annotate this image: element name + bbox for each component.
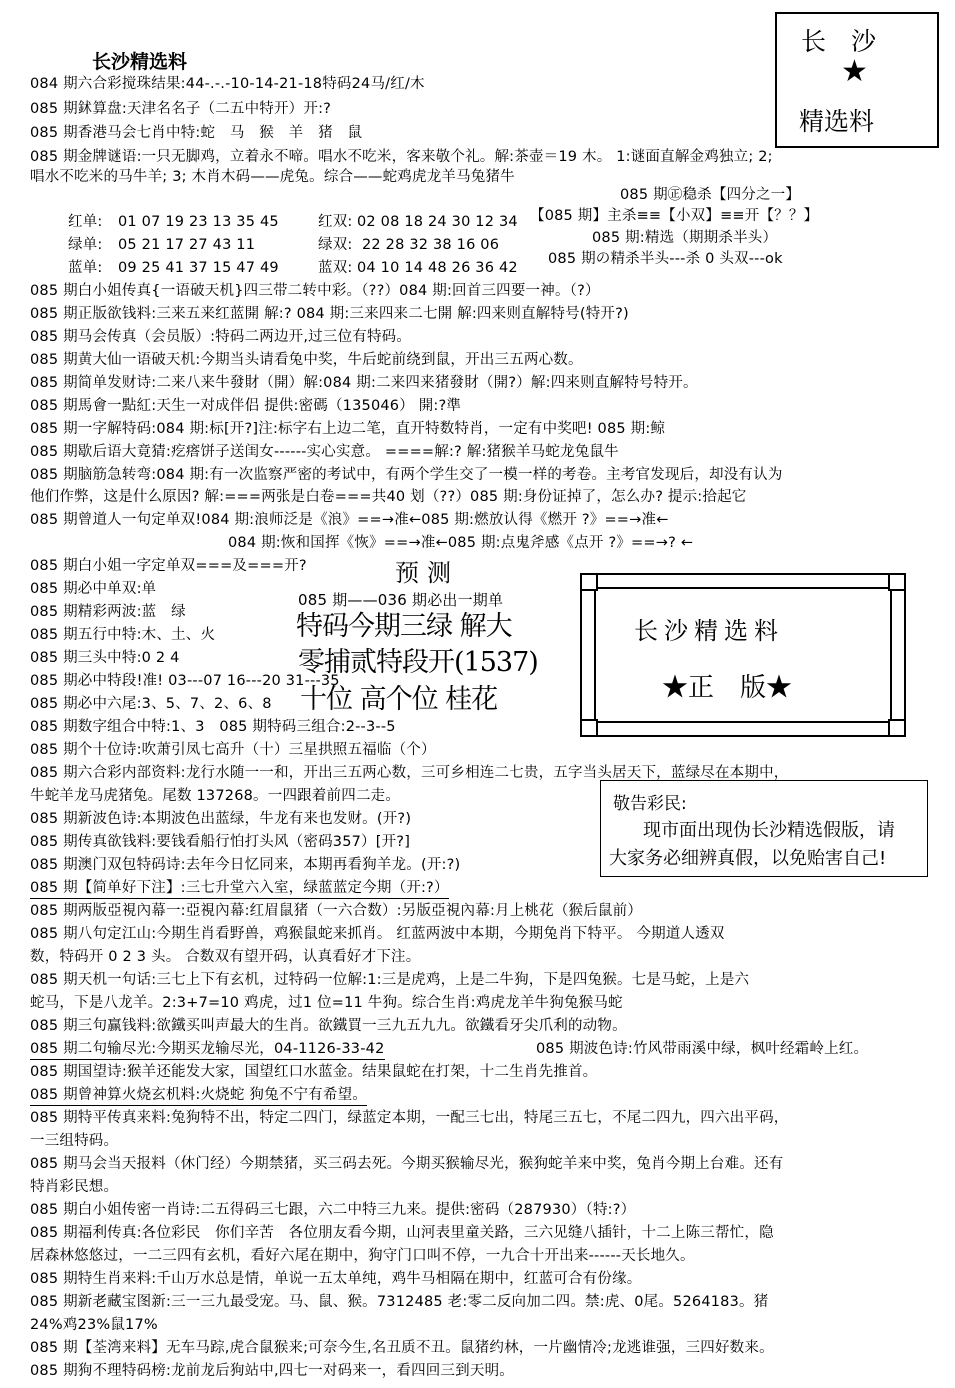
text-line: 085 期六合彩内部资料:龙行水随一一和，开出三五两心数，三可乡相连二七贵，五字当头居天下，蓝绿尽在本期中， <box>30 765 789 781</box>
text-line: 085 期金牌谜语:一只无脚鸡，立着永不啼。唱水不吃米，客来敬个礼。解:茶壶＝19 木。 1:谜面直解金鸡独立; 2; <box>30 149 773 165</box>
prediction-heading: 预测 <box>395 559 459 587</box>
text-line: 085 期脑筋急转弯:084 期:有一次监察严密的考试中，有两个学生交了一模一样的考卷。主考官发现后，却没有认为 <box>30 467 783 483</box>
text-line: 085 期特平传真来料:兔狗特不出，特定二四门，绿蓝定本期，一配三七出，特尾三五七，不尾二四九，四六出平码， <box>30 1110 789 1126</box>
text-line: 085 期二句输尽光:今期买龙输尽光，04-1126-33-42 <box>30 1040 385 1060</box>
notice-body-2: 大家务必细辨真假，以免贻害自己! <box>609 848 887 869</box>
text-line: 24%鸡23%鼠17% <box>30 1317 158 1333</box>
text-line: 084 期六合彩搅珠结果:44-.-.-10-14-21-18特码24马/红/木 <box>30 76 425 92</box>
text-line: 085 期简单发财诗:二来八来牛發財（開）解:084 期:二来四来猪發財（開?）解:四来则直解特号特开。 <box>30 375 698 391</box>
color-nums: 05 21 17 27 43 11 <box>118 237 256 253</box>
right-line: 085 期:精选（期期杀半头） <box>592 230 778 246</box>
text-line: 085 期福利传真:各位彩民 你们辛苦 各位朋友看今期，山河表里童关路，三六见缝八插针，十二上陈三帮忙，隐 <box>30 1225 774 1241</box>
notice-box <box>600 780 928 877</box>
brand-box-genuine: ★正 版★ <box>662 673 793 703</box>
color-nums: 04 10 14 48 26 36 42 <box>357 260 518 276</box>
text-line: 085 期白小姐传密一肖诗:二五得码三七跟，六二中特三九来。提供:密码（287930）（特:?） <box>30 1202 636 1218</box>
text-line: 085 期特生肖来料:千山万水总是情，单说一五太单纯，鸡牛马相隔在期中，红蓝可合有份缘。 <box>30 1271 642 1287</box>
text-line: 085 期五行中特:木、土、火 <box>30 627 216 643</box>
text-line: 085 期曾神算火烧玄机料:火烧蛇 狗兔不宁有希望。 <box>30 1086 367 1106</box>
notice-body-1: 现市面出现伪长沙精选假版，请 <box>643 820 895 841</box>
text-line: 085 期八句定江山:今期生肖看野兽，鸡猴鼠蛇来抓肖。 红蓝两波中本期，今期兔肖下特平。 今期道人透双 <box>30 926 725 942</box>
text-line: 一三组特码。 <box>30 1133 119 1149</box>
text-line: 085 期马会传真（会员版）:特码二两边开,过三位有特码。 <box>30 329 412 345</box>
text-line: 085 期天机一句话:三七上下有玄机，过特码一位解:1:三是虎鸡，上是二牛狗，下是四兔猴。七是马蛇，上是六 <box>30 972 750 988</box>
text-line: 085 期馬會一點紅:天生一对成伴侣 提供:密碼（135046） 開:?準 <box>30 398 462 414</box>
page-title: 长沙精选料 <box>92 51 188 73</box>
text-line: 085 期新老藏宝图新:三一三九最受宠。马、鼠、猴。7312485 老:零二反向加二四。禁:虎、0尾。5264183。猪 <box>30 1294 769 1310</box>
color-label: 蓝单: <box>68 260 103 276</box>
text-line: 085 期新波色诗:本期波色出蓝绿，牛龙有来也发财。(开?) <box>30 811 412 827</box>
text-line: 085 期一字解特码:084 期:标[开?]注:标字右上边二笔，直开特数特肖，一定有中奖吧! 085 期:鲸 <box>30 421 666 437</box>
text-line: 085 期精彩两波:蓝 绿 <box>30 604 186 620</box>
text-line: 085 期香港马会七肖中特:蛇 马 猴 羊 猪 鼠 <box>30 125 363 141</box>
text-line: 085 期必中六尾:3、5、7、2、6、8 <box>30 696 272 712</box>
corner-line1: 长 沙 <box>801 27 877 56</box>
text-line: 他们作弊，这是什么原因? 解:===两张是白卷===共40 划（??）085 期:身份证掉了，怎么办? 提示:拾起它 <box>30 489 747 505</box>
box-corner <box>888 573 906 591</box>
text-line: 085 期白小姐传真{一语破天机}四三带二转中彩。（??）084 期:回首三四要一神。（?） <box>30 283 600 299</box>
prediction-big-3: 十位 高个位 桂花 <box>300 684 498 715</box>
right-line: 【085 期】主杀≡≡【小双】≡≡开【？？】 <box>530 208 819 224</box>
text-line: 085 期三句赢钱料:欲鐵买叫声最大的生肖。欲鐵買一三九五九九。欲鐵看牙尖爪利的动物。 <box>30 1018 627 1034</box>
color-label: 红单: <box>68 214 103 230</box>
brand-box <box>580 573 906 737</box>
text-line: 数，特码开 0 2 3 头。 合数双有望开码，认真看好才下注。 <box>30 949 421 965</box>
text-line: 居森林悠悠过，一二三四有玄机，看好六尾在期中，狗守门口叫不停，一九合十开出来------天长地久。 <box>30 1248 695 1264</box>
text-line: 085 期马会当天报料（休门经）今期禁猪，买三码去死。今期买猴输尽光，猴狗蛇羊来中奖，兔肖今期上台难。还有 <box>30 1156 784 1172</box>
text-line: 085 期传真欲钱料:要钱看船行怕打头风（密码357）[开?] <box>30 834 411 850</box>
text-line: 唱水不吃米的马牛羊; 3; 木肖木码——虎兔。综合——蛇鸡虎龙羊马兔猪牛 <box>30 169 515 185</box>
color-label: 红双: <box>318 214 353 230</box>
text-line: 085 期曾道人一句定单双!084 期:浪师泛是《浪》==→准←085 期:燃放认得《燃开 ?》==→准← <box>30 512 669 528</box>
color-label: 蓝双: <box>318 260 353 276</box>
right-line: 085 期㊣稳杀【四分之一】 <box>620 187 801 203</box>
text-line: 085 期必中单双:单 <box>30 581 157 597</box>
prediction-sub: 085 期——036 期必出一期单 <box>298 591 504 609</box>
box-corner <box>888 719 906 737</box>
brand-box-title: 长沙精选料 <box>634 617 784 645</box>
text-line: 085 期白小姐一字定单双===及===开? <box>30 558 307 574</box>
prediction-big-1: 特码今期三绿 解大 <box>296 611 512 642</box>
color-nums: 09 25 41 37 15 47 49 <box>118 260 279 276</box>
color-label: 绿双: <box>318 237 353 253</box>
star-icon: ★ <box>841 54 868 89</box>
text-line: 085 期必中特段!准! 03---07 16---20 31---35 <box>30 673 340 689</box>
text-line: 牛蛇羊龙马虎猪兔。尾数 137268。一四跟着前四二走。 <box>30 788 401 804</box>
text-line: 085 期两版亞視內幕一:亞視內幕:红眉鼠猪（一六合数）:另版亞視內幕:月上桃花（猴后鼠前） <box>30 903 643 919</box>
text-line: 085 期数字组合中特:1、3 085 期特码三组合:2--3--5 <box>30 719 396 735</box>
text-line: 085 期【简单好下注】:三七升堂六入室，绿蓝蓝定今期（开:?） <box>30 879 449 899</box>
text-line: 085 期鉥算盘:天津名名子（二五中特开）开:? <box>30 101 332 117</box>
text-line: 085 期【荃湾来料】无车马踪,虎合鼠猴来;可奈今生,名丑质不丑。鼠猪约林，一片幽情冷;龙逃谁强，三四好数来。 <box>30 1340 774 1356</box>
text-line: 085 期国望诗:猴羊还能发大家，国望红口水蓝金。结果鼠蛇在打架，十二生肖先推首。 <box>30 1064 598 1080</box>
corner-logo-box <box>775 12 939 148</box>
color-nums: 01 07 19 23 13 35 45 <box>118 214 279 230</box>
text-line: 085 期黄大仙一语破天机:今期当头请看兔中奖，牛后蛇前绕到鼠，开出三五两心数。 <box>30 352 583 368</box>
text-line: 085 期正版欲钱料:三来五来红蓝開 解:? 084 期:三来四来二七開 解:四来则直解特号(特开?) <box>30 306 629 322</box>
text-line: 085 期狗不理特码榜:龙前龙后狗站中,四七一对码来一，看四回三到天明。 <box>30 1363 514 1379</box>
right-line: 085 期の精杀半头---杀 0 头双---ok <box>548 251 783 267</box>
text-line: 蛇马，下是八龙羊。2:3+7=10 鸡虎，过1 位=11 牛狗。综合生肖:鸡虎龙羊牛狗兔猴马蛇 <box>30 995 623 1011</box>
text-line: 085 期波色诗:竹风带雨溪中绿，枫叶经霜岭上红。 <box>536 1041 869 1057</box>
text-line: 084 期:恢和国挥《恢》==→准←085 期:点鬼斧感《点开 ?》==→? ← <box>228 535 694 551</box>
color-label: 绿单: <box>68 237 103 253</box>
box-corner <box>580 573 598 591</box>
box-corner <box>580 719 598 737</box>
color-nums: 22 28 32 38 16 06 <box>362 237 500 253</box>
text-line: 085 期三头中特:0 2 4 <box>30 650 180 666</box>
corner-line2: 精选料 <box>799 107 875 136</box>
prediction-big-2: 零捕贰特段开(1537) <box>298 647 538 678</box>
notice-heading: 敬告彩民: <box>613 794 687 814</box>
text-line: 特肖彩民想。 <box>30 1179 119 1195</box>
text-line: 085 期澳门双包特码诗:去年今日忆同来，本期再看狗羊龙。(开:?) <box>30 857 461 873</box>
text-line: 085 期歇后语大竟猜:疙瘩饼子送闺女------实心实意。 ====解:? 解:猪猴羊马蛇龙兔鼠牛 <box>30 444 619 460</box>
color-nums: 02 08 18 24 30 12 34 <box>357 214 518 230</box>
text-line: 085 期个十位诗:吹萧引凤七高升（十）三星拱照五福临（个） <box>30 742 436 758</box>
